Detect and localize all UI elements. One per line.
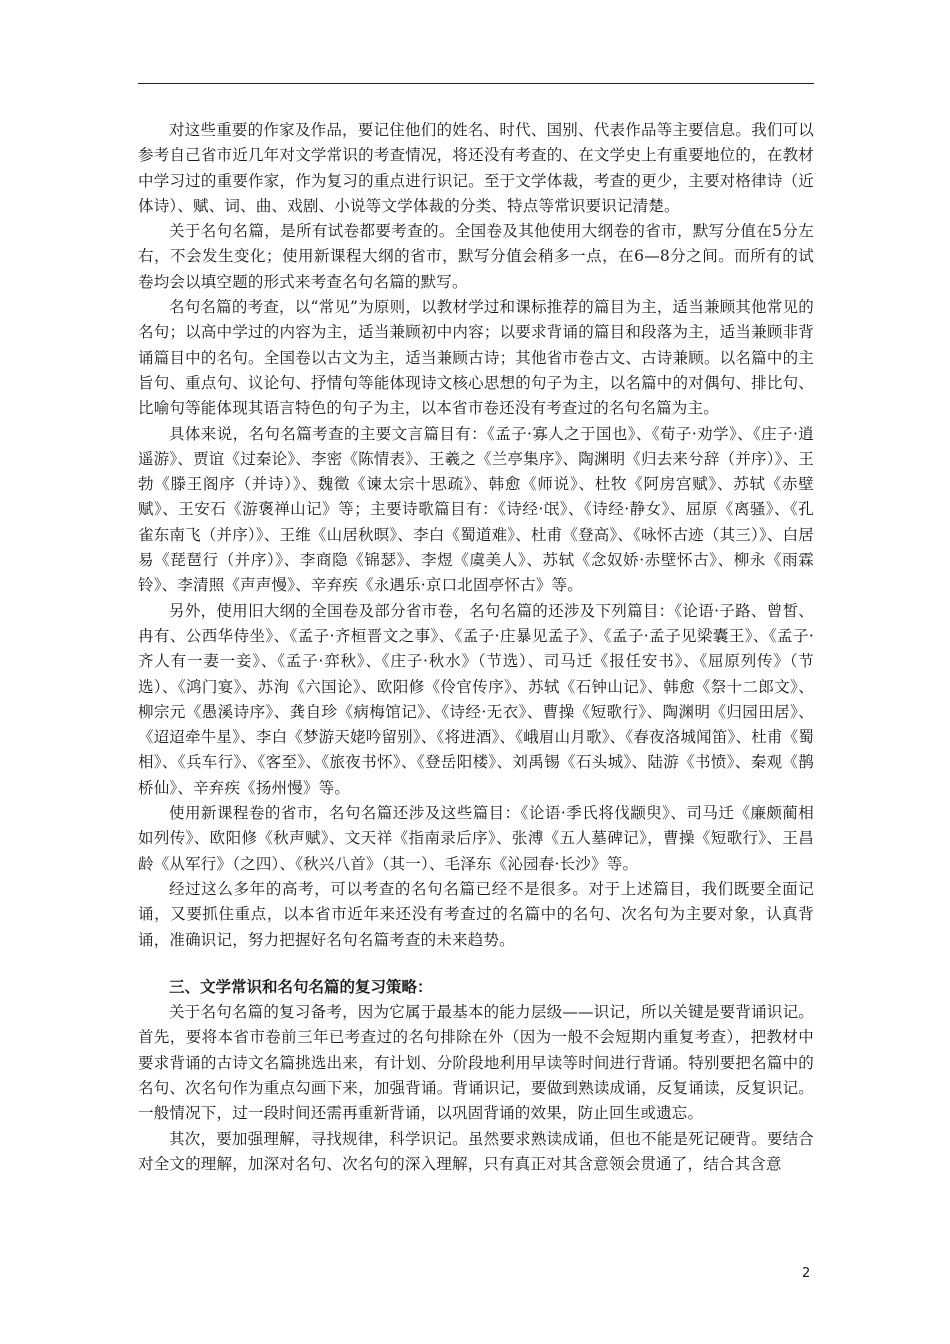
paragraph: 经过这么多年的高考，可以考查的名句名篇已经不是很多。对于上述篇目，我们既要全面记诵，又要抓住重点，以本省市近年来还没有考查过的名篇中的名句、次名句为主要对象，认真背诵，准确识记，努力把握好名句名篇考查的未来趋势。 bbox=[138, 879, 814, 949]
paragraph: 其次，要加强理解，寻找规律，科学识记。虽然要求熟读成诵，但也不能是死记硬背。要结合对全文的理解，加深对名句、次名句的深入理解，只有真正对其含意领会贯通了，结合其含意 bbox=[138, 1129, 814, 1173]
paragraph: 另外，使用旧大纲的全国卷及部分省市卷，名句名篇的还涉及下列篇目：《论语·子路、曾皙、冉有、公西华侍坐》、《孟子·齐桓晋文之事》、《孟子·庄暴见孟子》、《孟子·孟子见梁囊王》、《孟子·齐人有一妻一妾》、《孟子·弈秋》、《庄子·秋水》（节选）、司马迁《报任安书》、《屈原列传》（节选）、《鸿门宴》、苏洵《六国论》、欧阳修《伶官传序》、苏轼《石钟山记》、韩愈《祭十二郎文》、柳宗元《愚溪诗序》、龚自珍《病梅馆记》、《诗经·无衣》、曹操《短歌行》、陶渊明《归园田居》、《迢迢牵牛星》、李白《梦游天姥吟留别》、《将进酒》、《峨眉山月歌》、《春夜洛城闻笛》、杜甫《蜀相》、《兵车行》、《客至》、《旅夜书怀》、《登岳阳楼》、刘禹锡《石头城》、陆游《书愤》、秦观《鹊桥仙》、辛弃疾《扬州慢》等。 bbox=[138, 601, 814, 797]
paragraph: 对这些重要的作家及作品，要记住他们的姓名、时代、国别、代表作品等主要信息。我们可以参考自己省市近几年对文学常识的考查情况，将还没有考查的、在文学史上有重要地位的，在教材中学习过的重要作家，作为复习的重点进行识记。至于文学体裁，考查的更少，主要对格律诗（近体诗）、赋、词、曲、戏剧、小说等文学体裁的分类、特点等常识要识记清楚。 bbox=[138, 121, 814, 215]
header-rule bbox=[138, 83, 814, 84]
paragraph: 具体来说，名句名篇考查的主要文言篇目有：《孟子·寡人之于国也》、《荀子·劝学》、《庄子·逍遥游》、贾谊《过秦论》、李密《陈情表》、王羲之《兰亭集序》、陶渊明《归去来兮辞（并序）》、王勃《滕王阁序（并诗）》、魏徵《谏太宗十思疏》、韩愈《师说》、杜牧《阿房宫赋》、苏轼《赤壁赋》、王安石《游褒禅山记》等；主要诗歌篇目有：《诗经·氓》、《诗经·静女》、屈原《离骚》、《孔雀东南飞（并序）》、王维《山居秋暝》、李白《蜀道难》、杜甫《登高》、《咏怀古迹（其三）》、白居易《琵琶行（并序）》、李商隐《锦瑟》、李煜《虞美人》、苏轼《念奴娇·赤壁怀古》、柳永《雨霖铃》、李清照《声声慢》、辛弃疾《永遇乐·京口北固亭怀古》等。 bbox=[138, 424, 814, 595]
document-body bbox=[138, 118, 814, 1177]
paragraph: 关于名句名篇，是所有试卷都要考查的。全国卷及其他使用大纲卷的省市，默写分值在5分左右，不会发生变化；使用新课程大纲的省市，默写分值会稍多一点，在6—8分之间。而所有的试卷均会以填空题的形式来考查名句名篇的默写。 bbox=[138, 222, 814, 291]
paragraph: 名句名篇的考查，以“常见”为原则，以教材学过和课标推荐的篇目为主，适当兼顾其他常见的名句；以高中学过的内容为主，适当兼顾初中内容；以要求背诵的篇目和段落为主，适当兼顾非背诵篇目中的名句。全国卷以古文为主，适当兼顾古诗；其他省市卷古文、古诗兼顾。以名篇中的主旨句、重点句、议论句、抒情句等能体现诗文核心思想的句子为主，以名篇中的对偶句、排比句、比喻句等能体现其语言特色的句子为主，以本省市卷还没有考查过的名句名篇为主。 bbox=[138, 298, 814, 418]
section-heading: 三、文学常识和名句名篇的复习策略： bbox=[169, 977, 433, 996]
paragraph: 使用新课程卷的省市，名句名篇还涉及这些篇目：《论语·季氏将伐颛臾》、司马迁《廉颇蔺相如列传》、欧阳修《秋声赋》、文天祥《指南录后序》、张溥《五人墓碑记》，曹操《短歌行》、王昌龄《从军行》（之四）、《秋兴八首》（其一）、毛泽东《沁园春·长沙》等。 bbox=[138, 804, 814, 873]
page-number: 2 bbox=[802, 1266, 811, 1281]
paragraph: 关于名句名篇的复习备考，因为它属于最基本的能力层级——识记，所以关键是要背诵识记。首先，要将本省市卷前三年已考查过的名句排除在外（因为一般不会短期内重复考查），把教材中要求背诵的古诗文名篇挑选出来，有计划、分阶段地利用早读等时间进行背诵。特别要把名篇中的名句、次名句作为重点勾画下来，加强背诵。背诵识记，要做到熟读成诵，反复诵读，反复识记。一般情况下，过一段时间还需再重新背诵，以巩固背诵的效果，防止回生或遗忘。 bbox=[138, 1003, 814, 1123]
